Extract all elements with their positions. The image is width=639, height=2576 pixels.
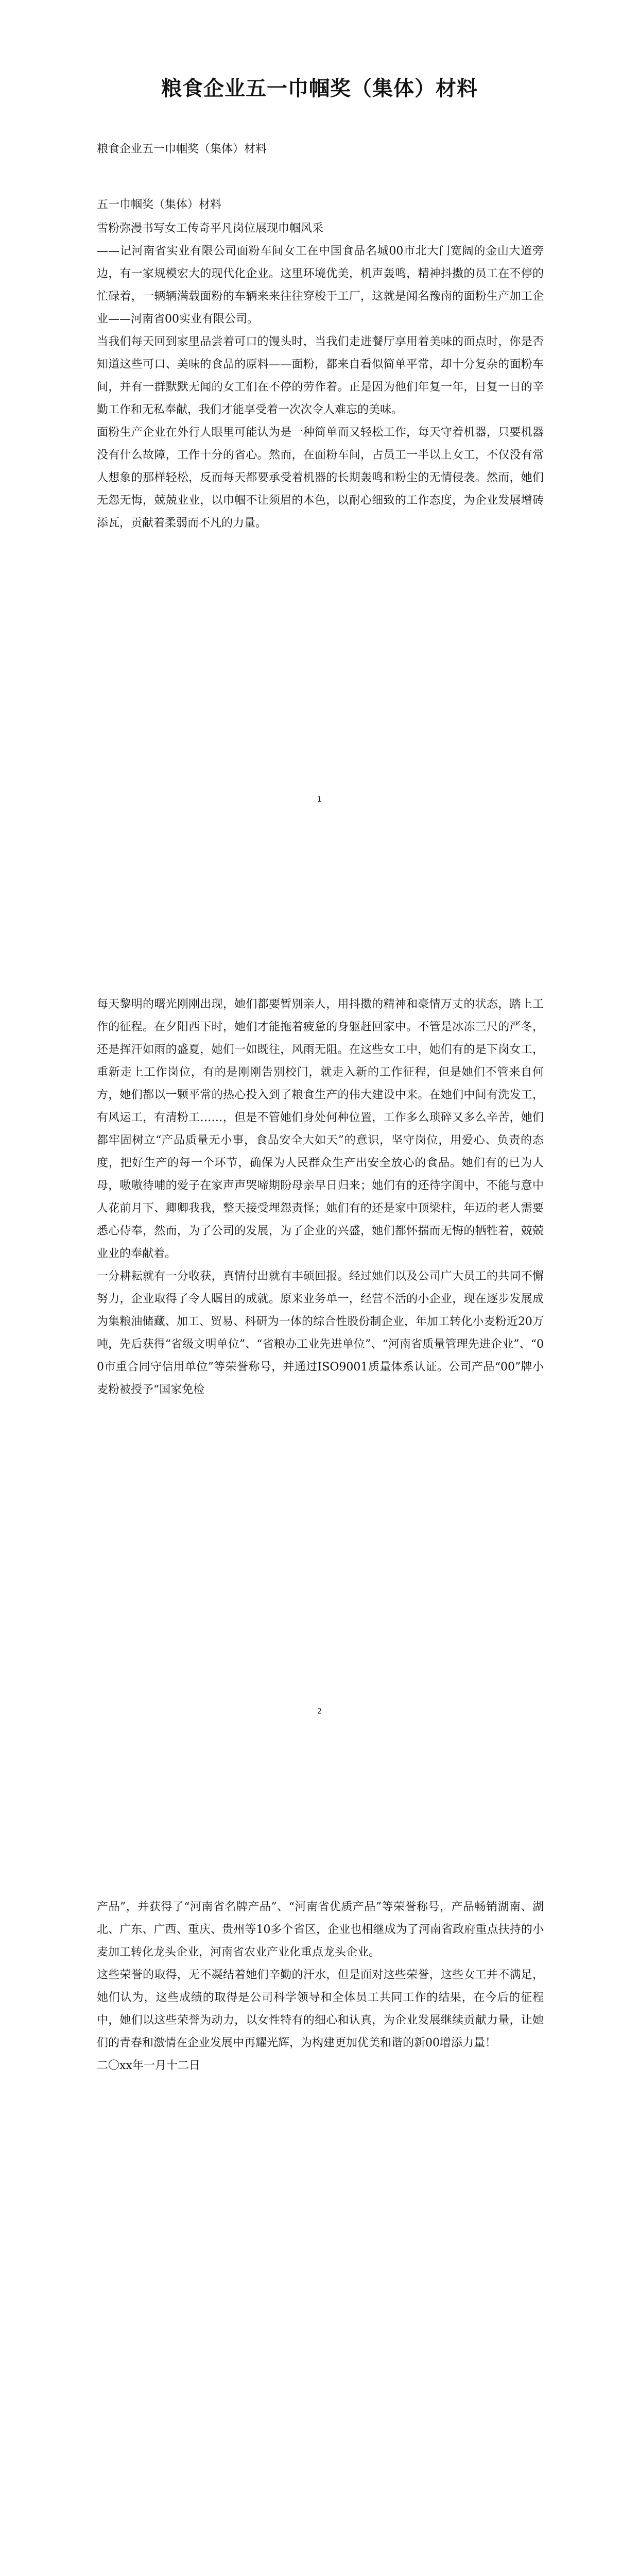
document-page-3 bbox=[0, 1807, 639, 2576]
byline: 雪粉弥漫书写女工传奇平凡岗位展现巾帼风采 bbox=[97, 222, 324, 235]
paragraph: 面粉生产企业在外行人眼里可能认为是一种简单而又轻松工作，每天守着机器，只要机器没有什么故障，工作十分的省心。然而，在面粉车间，占员工一半以上女工，不仅没有常人想象的那样轻松，反而每天都要承受着机器的长期轰鸣和粉尘的无情侵袭。然而，她们无怨无悔，兢兢业业，以巾帼不让须眉的本色，以耐心细致的工作态度，为企业发展增砖添瓦，贡献着柔弱而不凡的力量。 bbox=[97, 426, 544, 530]
page-2-body bbox=[97, 993, 544, 1401]
document-title: 粮食企业五一巾帼奖（集体）材料 bbox=[161, 76, 478, 100]
page-1-body bbox=[97, 138, 544, 535]
document-page-1 bbox=[0, 0, 639, 904]
subtitle-line: 粮食企业五一巾帼奖（集体）材料 bbox=[97, 143, 267, 156]
paragraph: 这些荣誉的取得，无不凝结着她们辛勤的汗水，但是面对这些荣誉，这些女工并不满足，她们认为，这些成绩的取得是公司科学领导和全体员工共同工作的结果，在今后的征程中，她们以这些荣誉为动力，以女性特有的细心和认真，为企业发展继续贡献力量，让她们的青春和激情在企业发展中再耀光辉，为构建更加优美和谐的新00增添力量！ bbox=[97, 1969, 544, 2049]
page-3-body bbox=[97, 1896, 544, 2077]
paragraph: 每天黎明的曙光刚刚出现，她们都要暂别亲人，用抖擞的精神和豪情万丈的状态，踏上工作的征程。在夕阳西下时，她们才能拖着疲惫的身躯赶回家中。不管是冰冻三尺的严冬，还是挥汗如雨的盛夏，她们一如既往，风雨无阻。在这些女工中，她们有的是下岗女工，重新走上工作岗位，有的是刚刚告别校门，就走入新的工作征程，但是她们不管来自何方，她们都以一颗平常的热心投入到了粮食生产的伟大建设中来。在她们中间有洗发工，有风运工，有清粉工……，但是不管她们身处何种位置，工作多么琐碎又多么辛苦，她们都牢固树立“产品质量无小事，食品安全大如天”的意识，坚守岗位，用爱心、负责的态度，把好生产的每一个环节，确保为人民群众生产出安全放心的食品。她们有的已为人母，嗷嗷待哺的爱子在家声声哭啼期盼母亲早日归来；她们有的还待字闺中，不能与意中人花前月下、卿卿我我，整天接受埋怨责怪；她们有的还是家中顶梁柱，年迈的老人需要悉心侍奉，然而，为了公司的发展，为了企业的兴盛，她们都怀揣而无悔的牺牲着，兢兢业业的奉献着。 bbox=[97, 998, 544, 1260]
page-number: 2 bbox=[317, 1707, 322, 1716]
section-heading: 五一巾帼奖（集体）材料 bbox=[97, 198, 222, 211]
paragraph: 当我们每天回到家里品尝着可口的馒头时，当我们走进餐厅享用着美味的面点时，你是否知道这些可口、美味的食品的原料——面粉，都来自看似简单平常，却十分复杂的面粉车间，并有一群默默无闻的女工们在不停的劳作着。正是因为他们年复一年，日复一日的辛勤工作和无私奉献，我们才能享受着一次次令人难忘的美味。 bbox=[97, 335, 544, 416]
page-number: 1 bbox=[317, 795, 322, 804]
paragraph: 一分耕耘就有一分收获，真情付出就有丰硕回报。经过她们以及公司广大员工的共同不懈努力，企业取得了令人瞩目的成就。原来业务单一，经营不活的小企业，现在逐步发展成为集粮油储藏、加工、贸易、科研为一体的综合性股份制企业，年加工转化小麦粉近20万吨，先后获得“省级文明单位”、“省粮办工业先进单位”、“河南省质量管理先进企业”、“00市重合同守信用单位”等荣誉称号，并通过ISO9001质量体系认证。公司产品“00”牌小麦粉被授予“国家免检 bbox=[97, 1270, 544, 1396]
paragraph: ——记河南省实业有限公司面粉车间女工在中国食品名城00市北大门宽阔的金山大道旁边，有一家规模宏大的现代化企业。这里环境优美，机声轰鸣，精神抖擞的员工在不停的忙碌着，一辆辆满载面粉的车辆来来往往穿梭于工厂，这就是闻名豫南的面粉生产加工企业——河南省00实业有限公司。 bbox=[97, 245, 544, 326]
date-line: 二〇xx年一月十二日 bbox=[97, 2059, 200, 2072]
document-page-2 bbox=[0, 904, 639, 1807]
paragraph: 产品”，并获得了“河南省名牌产品”、“河南省优质产品”等荣誉称号，产品畅销湖南、湖北、广东、广西、重庆、贵州等10多个省区，企业也相继成为了河南省政府重点扶持的小麦加工转化龙头企业，河南省农业产业化重点龙头企业。 bbox=[97, 1901, 544, 1959]
